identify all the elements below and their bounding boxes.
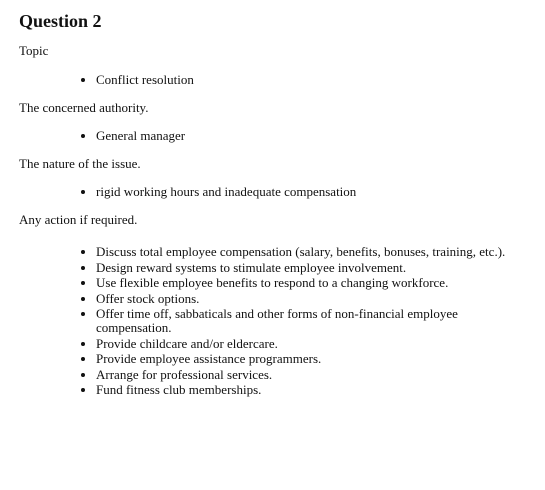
topic-list xyxy=(77,72,194,88)
list-item: • Discuss total employee compensation (salary, benefits, bonuses, training, etc.). xyxy=(96,245,516,259)
nature-list xyxy=(77,184,356,200)
section-heading-topic: Topic xyxy=(19,43,49,58)
list-item: • General manager xyxy=(96,128,185,144)
section-heading-action: Any action if required. xyxy=(19,212,138,227)
question-title: Question 2 xyxy=(19,11,102,31)
list-item: • Provide childcare and/or eldercare. xyxy=(96,337,516,351)
authority-list xyxy=(77,128,185,144)
list-item: • Arrange for professional services. xyxy=(96,368,516,382)
section-heading-nature: The nature of the issue. xyxy=(19,156,141,171)
list-item: • Offer stock options. xyxy=(96,292,516,306)
list-item: • rigid working hours and inadequate compensation xyxy=(96,184,356,200)
action-list xyxy=(77,245,516,399)
list-item: • Fund fitness club memberships. xyxy=(96,383,516,397)
list-item: • Provide employee assistance programmers. xyxy=(96,352,516,366)
list-item: • Conflict resolution xyxy=(96,72,194,88)
list-item: • Offer time off, sabbaticals and other forms of non-financial employee compensation. xyxy=(96,307,516,335)
list-item: • Design reward systems to stimulate employee involvement. xyxy=(96,261,516,275)
section-heading-authority: The concerned authority. xyxy=(19,100,149,115)
list-item: • Use flexible employee benefits to respond to a changing workforce. xyxy=(96,276,516,290)
